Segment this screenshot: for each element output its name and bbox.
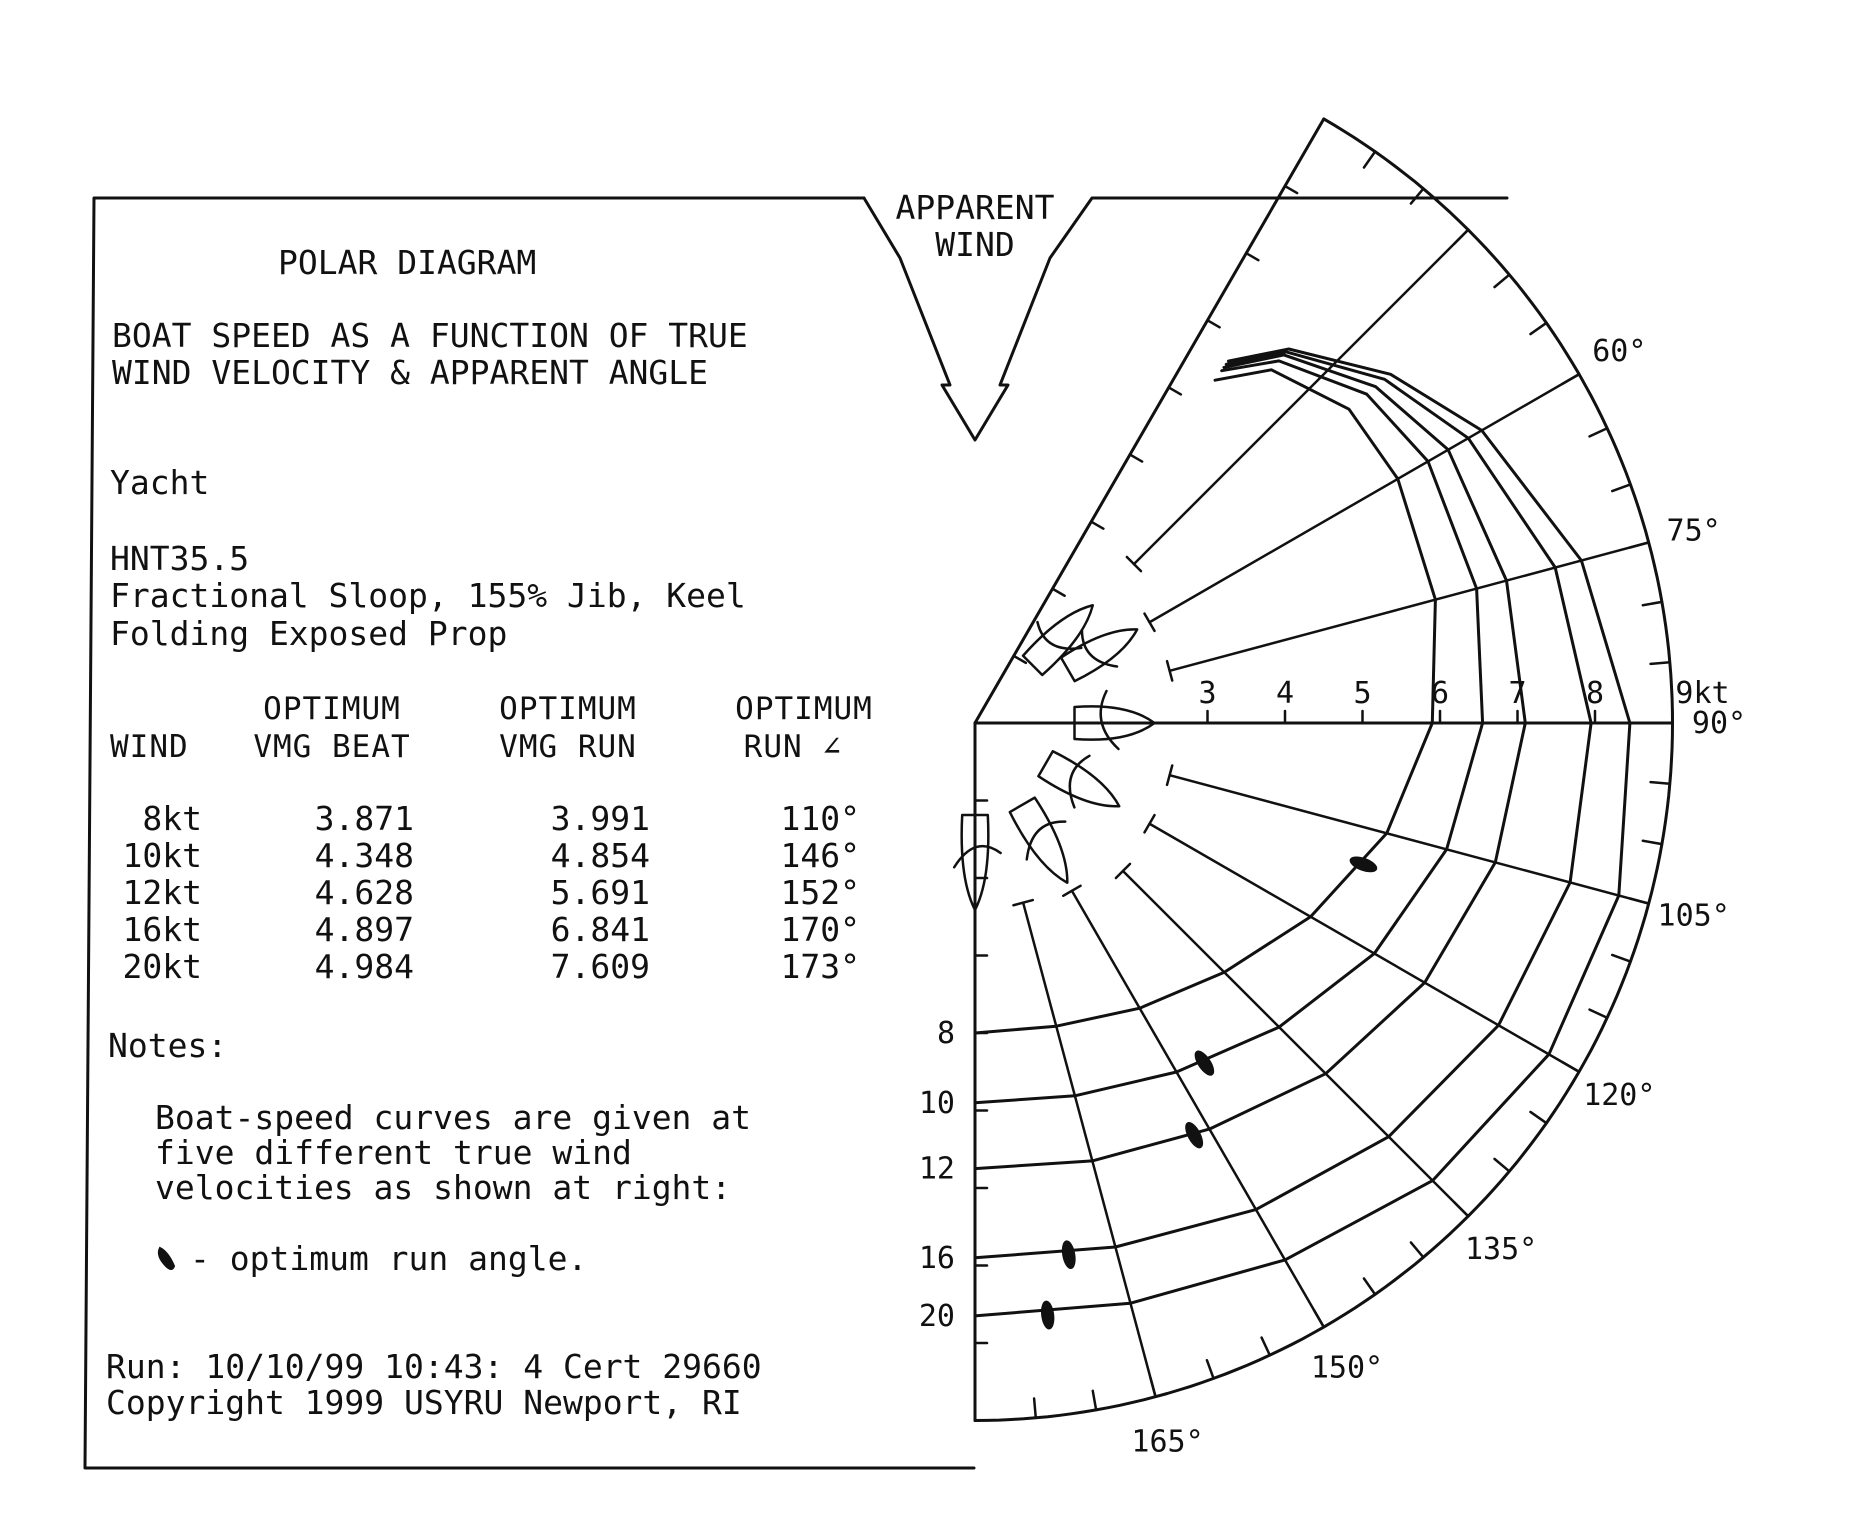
angle-tick xyxy=(1590,1010,1608,1018)
speed-curve-10 xyxy=(975,361,1483,1103)
speed-tick-label: 5 xyxy=(1353,676,1372,711)
polar-grid xyxy=(975,119,1673,1421)
table-cell-angle: 110° xyxy=(780,799,860,838)
table-header-top-1: OPTIMUM xyxy=(263,691,401,727)
table-cell-beat: 4.628 xyxy=(314,873,414,912)
angle-tick xyxy=(1494,275,1509,287)
boundary-tick xyxy=(1130,455,1142,462)
angle-tick xyxy=(1151,1378,1156,1397)
angle-tick xyxy=(1364,1278,1375,1294)
spoke-end-cap xyxy=(1063,886,1080,896)
notes-line-2: five different true wind xyxy=(155,1133,632,1172)
angle-tick-label: 60° xyxy=(1592,334,1647,369)
table-cell-beat: 4.897 xyxy=(314,910,414,949)
boat-hull xyxy=(1023,595,1103,675)
speed-curve-label: 8 xyxy=(936,1016,955,1051)
chart-title: POLAR DIAGRAM xyxy=(278,243,537,282)
angle-tick-label: 120° xyxy=(1583,1078,1656,1113)
table-header-top-2: OPTIMUM xyxy=(499,691,637,727)
angle-tick-label: 75° xyxy=(1666,513,1721,549)
angle-tick xyxy=(1651,662,1670,664)
angle-tick xyxy=(1630,542,1649,547)
table-cell-wind: 16kt xyxy=(122,910,202,949)
table-cell-beat: 4.348 xyxy=(314,836,414,875)
angle-tick xyxy=(1455,1203,1469,1217)
angle-tick xyxy=(1630,899,1649,904)
footer-line-1: Run: 10/10/99 10:43: 4 Cert 29660 xyxy=(106,1347,762,1386)
table-cell-angle: 152° xyxy=(780,873,860,912)
angle-tick xyxy=(1643,841,1662,844)
speed-tick-label: 8 xyxy=(1585,676,1605,711)
angle-tick xyxy=(1651,782,1670,784)
chart-subtitle-1: BOAT SPEED AS A FUNCTION OF TRUE xyxy=(112,316,748,355)
angle-tick xyxy=(1034,1399,1036,1418)
boundary-tick xyxy=(1246,253,1258,260)
boat-silhouette xyxy=(954,815,1000,910)
angle-tick-label: 135° xyxy=(1464,1232,1538,1268)
boundary-tick xyxy=(1053,589,1065,596)
radial-spoke xyxy=(1072,891,1324,1327)
speed-tick-label: 6 xyxy=(1430,676,1450,711)
angle-tick xyxy=(1364,152,1375,168)
speed-curve-label: 10 xyxy=(918,1085,955,1121)
radial-spoke xyxy=(1123,871,1468,1216)
boundary-tick xyxy=(1091,522,1103,529)
angle-tick xyxy=(1562,374,1579,384)
table-header-wind: WIND xyxy=(110,729,189,765)
speed-curve-label: 20 xyxy=(918,1298,955,1334)
spoke-end-cap xyxy=(1145,815,1155,832)
yacht-label: Yacht xyxy=(110,463,210,502)
boat-hull xyxy=(1061,617,1144,682)
notes-label: Notes: xyxy=(108,1026,228,1065)
speed-tick-label: 9kt xyxy=(1675,676,1730,711)
speed-tick-label: 3 xyxy=(1198,676,1217,711)
table-cell-run: 4.854 xyxy=(550,836,650,875)
angle-tick xyxy=(1643,602,1662,605)
angle-tick xyxy=(1411,1242,1423,1257)
boat-hull xyxy=(1009,797,1080,890)
yacht-desc-1: Fractional Sloop, 155% Jib, Keel xyxy=(110,576,746,615)
angle-tick-label: 90° xyxy=(1691,706,1747,741)
radial-spoke xyxy=(1150,374,1580,622)
speed-curve-label: 12 xyxy=(918,1151,955,1187)
angle-tick-label: 105° xyxy=(1657,898,1730,934)
yacht-name: HNT35.5 xyxy=(110,539,250,578)
boundary-tick xyxy=(1285,186,1297,193)
table-header-top-3: OPTIMUM xyxy=(735,691,873,727)
notes-legend-text: - optimum run angle. xyxy=(190,1239,588,1278)
optimum-table xyxy=(110,691,873,986)
outer-arc xyxy=(975,119,1673,1421)
angle-tick xyxy=(1093,1391,1096,1410)
table-header-vmg-beat: VMG BEAT xyxy=(253,729,411,765)
angle-tick xyxy=(1612,955,1630,962)
wind-arrow-label-1: APPARENT xyxy=(895,188,1055,227)
table-cell-wind: 8kt xyxy=(142,799,202,838)
table-cell-angle: 170° xyxy=(780,910,860,949)
wind-arrow-label-2: WIND xyxy=(935,225,1015,264)
speed-curve-20 xyxy=(975,349,1630,1316)
radial-spoke xyxy=(1134,230,1468,564)
table-cell-run: 5.691 xyxy=(550,873,650,912)
boat-silhouette xyxy=(1075,691,1155,749)
chart-subtitle-2: WIND VELOCITY & APPARENT ANGLE xyxy=(112,353,709,392)
angle-tick xyxy=(1455,230,1469,244)
speed-curve-12 xyxy=(975,355,1525,1169)
boat-silhouettes xyxy=(954,586,1154,910)
speed-curve-label: 16 xyxy=(918,1240,955,1276)
table-cell-angle: 173° xyxy=(780,947,860,986)
table-cell-run: 3.991 xyxy=(550,799,650,838)
angle-tick xyxy=(1314,1310,1324,1327)
angle-tick-label: 150° xyxy=(1310,1350,1384,1386)
optimum-run-marker-icon xyxy=(159,1248,174,1269)
angle-tick xyxy=(1530,1112,1546,1123)
angle-tick xyxy=(1612,484,1630,491)
notes-line-1: Boat-speed curves are given at xyxy=(155,1098,752,1137)
spoke-end-cap xyxy=(1145,614,1155,631)
optimum-run-marker xyxy=(1060,1240,1077,1270)
angle-tick xyxy=(1494,1159,1509,1171)
boundary-tick xyxy=(1208,320,1220,327)
optimum-run-marker xyxy=(1040,1300,1055,1329)
angle-tick xyxy=(1562,1062,1579,1072)
table-header-run-angle: RUN ∠ xyxy=(743,729,842,765)
table-header-vmg-run: VMG RUN xyxy=(499,729,637,765)
speed-tick-label: 7 xyxy=(1508,676,1527,711)
table-cell-wind: 10kt xyxy=(122,836,202,875)
polar-series xyxy=(975,349,1630,1330)
radial-spoke xyxy=(1170,542,1649,670)
boat-silhouette xyxy=(1002,790,1092,894)
table-cell-beat: 4.984 xyxy=(314,947,414,986)
table-cell-angle: 146° xyxy=(780,836,860,875)
notes-line-3: velocities as shown at right: xyxy=(155,1168,732,1207)
angle-tick xyxy=(1207,1360,1214,1378)
boundary-tick xyxy=(1169,387,1181,394)
footer-line-2: Copyright 1999 USYRU Newport, RI xyxy=(106,1383,742,1422)
table-cell-beat: 3.871 xyxy=(314,799,414,838)
speed-tick-label: 4 xyxy=(1275,676,1295,711)
table-cell-wind: 12kt xyxy=(122,873,202,912)
angle-tick xyxy=(1530,323,1546,334)
angle-tick xyxy=(1590,428,1608,436)
boat-silhouette xyxy=(1034,739,1134,827)
angle-tick xyxy=(1262,1338,1270,1356)
table-cell-run: 7.609 xyxy=(550,947,650,986)
angle-tick xyxy=(1411,189,1423,204)
angle-tick-label: 165° xyxy=(1131,1424,1204,1460)
table-cell-run: 6.841 xyxy=(550,910,650,949)
yacht-desc-2: Folding Exposed Prop xyxy=(110,614,508,653)
table-cell-wind: 20kt xyxy=(122,947,202,986)
